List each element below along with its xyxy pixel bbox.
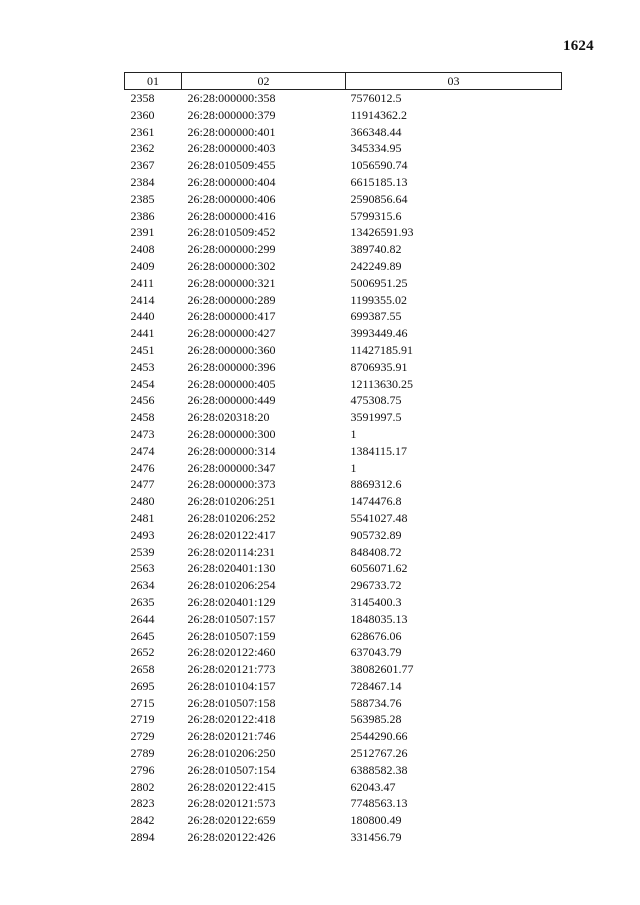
row-id-cell: 2384	[130, 174, 155, 189]
value-cell: 6388582.38	[350, 762, 408, 777]
value-cell: 2544290.66	[350, 729, 408, 744]
row-id-cell: 2414	[130, 292, 155, 307]
cadastral-number-cell: 26:28:000000:289	[187, 292, 276, 307]
value-cell: 11427185.91	[350, 342, 414, 357]
value-cell: 1	[350, 426, 357, 441]
row-id-cell: 2473	[130, 426, 155, 441]
value-cell: 1056590.74	[350, 158, 408, 173]
cadastral-number-cell: 26:28:020122:460	[187, 645, 276, 660]
row-id-cell: 2695	[130, 678, 155, 693]
value-cell: 180800.49	[350, 813, 402, 828]
cadastral-number-cell: 26:28:020122:418	[187, 712, 276, 727]
data-table-container	[124, 72, 561, 846]
value-cell: 728467.14	[350, 678, 402, 693]
table-row	[125, 342, 562, 359]
table-row	[125, 275, 562, 292]
row-id-cell: 2539	[130, 544, 155, 559]
table-header	[125, 73, 562, 90]
value-cell: 331456.79	[350, 830, 402, 845]
cadastral-number-cell: 26:28:020121:746	[187, 729, 276, 744]
value-cell: 7576012.5	[350, 91, 402, 105]
page-number: 1624	[563, 38, 594, 54]
table-row	[125, 628, 562, 645]
value-cell: 242249.89	[350, 258, 402, 273]
value-cell: 389740.82	[350, 242, 402, 257]
table-row	[125, 224, 562, 241]
row-id-cell: 2719	[130, 712, 155, 727]
row-id-cell: 2634	[130, 578, 155, 593]
table-row	[125, 325, 562, 342]
row-id-cell: 2456	[130, 393, 155, 408]
table-header-row	[125, 73, 562, 90]
cadastral-number-cell: 26:28:020122:415	[187, 779, 276, 794]
value-cell: 2512767.26	[350, 746, 408, 761]
cadastral-number-cell: 26:28:020318:20	[187, 410, 270, 425]
cadastral-number-cell: 26:28:000000:406	[187, 191, 276, 206]
value-cell: 3145400.3	[350, 594, 402, 609]
table-row	[125, 812, 562, 829]
data-table	[124, 72, 562, 846]
value-cell: 563985.28	[350, 712, 402, 727]
row-id-cell: 2481	[130, 510, 155, 525]
table-row	[125, 527, 562, 544]
column-header-01: 01	[125, 73, 182, 90]
row-id-cell: 2715	[130, 695, 155, 710]
table-row	[125, 174, 562, 191]
table-row	[125, 544, 562, 561]
cadastral-number-cell: 26:28:000000:347	[187, 460, 276, 475]
cadastral-number-cell: 26:28:010509:452	[187, 225, 276, 240]
table-row	[125, 308, 562, 325]
value-cell: 3591997.5	[350, 410, 402, 425]
row-id-cell: 2451	[130, 342, 155, 357]
row-id-cell: 2658	[130, 662, 155, 677]
row-id-cell: 2409	[130, 258, 155, 273]
value-cell: 366348.44	[350, 124, 402, 139]
table-row	[125, 258, 562, 275]
table-row	[125, 510, 562, 527]
row-id-cell: 2386	[130, 208, 155, 223]
value-cell: 848408.72	[350, 544, 402, 559]
row-id-cell: 2453	[130, 359, 155, 374]
column-header-02: 02	[182, 73, 346, 90]
table-row	[125, 678, 562, 695]
cadastral-number-cell: 26:28:000000:449	[187, 393, 276, 408]
table-row	[125, 191, 562, 208]
cadastral-number-cell: 26:28:000000:417	[187, 309, 276, 324]
value-cell: 2590856.64	[350, 191, 408, 206]
cadastral-number-cell: 26:28:020121:773	[187, 662, 276, 677]
row-id-cell: 2563	[130, 561, 155, 576]
value-cell: 699387.55	[350, 309, 402, 324]
value-cell: 11914362.2	[350, 107, 408, 122]
value-cell: 628676.06	[350, 628, 402, 643]
row-id-cell: 2644	[130, 611, 155, 626]
row-id-cell: 2645	[130, 628, 155, 643]
row-id-cell: 2796	[130, 762, 155, 777]
value-cell: 637043.79	[350, 645, 402, 660]
row-id-cell: 2474	[130, 443, 155, 458]
table-row	[125, 157, 562, 174]
cadastral-number-cell: 26:28:010206:251	[187, 494, 276, 509]
row-id-cell: 2454	[130, 376, 155, 391]
table-row	[125, 779, 562, 796]
table-row	[125, 644, 562, 661]
cadastral-number-cell: 26:28:000000:396	[187, 359, 276, 374]
value-cell: 13426591.93	[350, 225, 414, 240]
table-row	[125, 426, 562, 443]
table-row	[125, 795, 562, 812]
row-id-cell: 2635	[130, 594, 155, 609]
row-id-cell: 2477	[130, 477, 155, 492]
table-row	[125, 560, 562, 577]
cadastral-number-cell: 26:28:000000:314	[187, 443, 276, 458]
cadastral-number-cell: 26:28:000000:299	[187, 242, 276, 257]
row-id-cell: 2493	[130, 527, 155, 542]
cadastral-number-cell: 26:28:000000:427	[187, 326, 276, 341]
table-row	[125, 107, 562, 124]
row-id-cell: 2441	[130, 326, 155, 341]
row-id-cell: 2358	[130, 91, 155, 105]
row-id-cell: 2391	[130, 225, 155, 240]
value-cell: 5541027.48	[350, 510, 408, 525]
table-row	[125, 493, 562, 510]
table-row	[125, 409, 562, 426]
table-row	[125, 762, 562, 779]
table-row	[125, 140, 562, 157]
table-row	[125, 594, 562, 611]
table-row	[125, 661, 562, 678]
row-id-cell: 2361	[130, 124, 155, 139]
cadastral-number-cell: 26:28:020401:129	[187, 594, 276, 609]
table-row	[125, 695, 562, 712]
cadastral-number-cell: 26:28:000000:404	[187, 174, 276, 189]
value-cell: 1848035.13	[350, 611, 408, 626]
value-cell: 1	[350, 460, 357, 475]
row-id-cell: 2411	[130, 275, 155, 290]
table-row	[125, 460, 562, 477]
cadastral-number-cell: 26:28:010507:157	[187, 611, 276, 626]
value-cell: 345334.95	[350, 141, 402, 156]
value-cell: 8869312.6	[350, 477, 402, 492]
row-id-cell: 2802	[130, 779, 155, 794]
cadastral-number-cell: 26:28:020122:426	[187, 830, 276, 845]
table-row	[125, 208, 562, 225]
table-row	[125, 745, 562, 762]
cadastral-number-cell: 26:28:010509:455	[187, 158, 276, 173]
table-row	[125, 829, 562, 846]
cadastral-number-cell: 26:28:010104:157	[187, 678, 276, 693]
value-cell: 7748563.13	[350, 796, 408, 811]
table-row	[125, 476, 562, 493]
cadastral-number-cell: 26:28:020121:573	[187, 796, 276, 811]
table-row	[125, 443, 562, 460]
value-cell: 5799315.6	[350, 208, 402, 223]
table-row	[125, 577, 562, 594]
column-header-03: 03	[346, 73, 562, 90]
table-row	[125, 376, 562, 393]
value-cell: 6056071.62	[350, 561, 408, 576]
value-cell: 1384115.17	[350, 443, 408, 458]
value-cell: 62043.47	[350, 779, 396, 794]
cadastral-number-cell: 26:28:020122:417	[187, 527, 276, 542]
cadastral-number-cell: 26:28:000000:302	[187, 258, 276, 273]
cadastral-number-cell: 26:28:000000:379	[187, 107, 276, 122]
table-row	[125, 711, 562, 728]
cadastral-number-cell: 26:28:000000:373	[187, 477, 276, 492]
cadastral-number-cell: 26:28:010206:252	[187, 510, 276, 525]
row-id-cell: 2440	[130, 309, 155, 324]
row-id-cell: 2842	[130, 813, 155, 828]
table-row	[125, 359, 562, 376]
value-cell: 12113630.25	[350, 376, 414, 391]
cadastral-number-cell: 26:28:020114:231	[187, 544, 276, 559]
value-cell: 3993449.46	[350, 326, 408, 341]
value-cell: 8706935.91	[350, 359, 408, 374]
row-id-cell: 2476	[130, 460, 155, 475]
cadastral-number-cell: 26:28:010507:158	[187, 695, 276, 710]
table-row	[125, 90, 562, 107]
value-cell: 1199355.02	[350, 292, 408, 307]
row-id-cell: 2652	[130, 645, 155, 660]
value-cell: 1474476.8	[350, 494, 402, 509]
row-id-cell: 2729	[130, 729, 155, 744]
row-id-cell: 2789	[130, 746, 155, 761]
cadastral-number-cell: 26:28:000000:405	[187, 376, 276, 391]
cadastral-number-cell: 26:28:020401:130	[187, 561, 276, 576]
table-row	[125, 292, 562, 309]
cadastral-number-cell: 26:28:000000:358	[187, 91, 276, 105]
value-cell: 38082601.77	[350, 662, 414, 677]
row-id-cell: 2894	[130, 830, 155, 845]
row-id-cell: 2408	[130, 242, 155, 257]
value-cell: 588734.76	[350, 695, 402, 710]
row-id-cell: 2367	[130, 158, 155, 173]
row-id-cell: 2823	[130, 796, 155, 811]
value-cell: 296733.72	[350, 578, 402, 593]
table-row	[125, 728, 562, 745]
cadastral-number-cell: 26:28:010206:254	[187, 578, 276, 593]
cadastral-number-cell: 26:28:010507:154	[187, 762, 276, 777]
row-id-cell: 2385	[130, 191, 155, 206]
cadastral-number-cell: 26:28:020122:659	[187, 813, 276, 828]
cadastral-number-cell: 26:28:000000:401	[187, 124, 276, 139]
cadastral-number-cell: 26:28:000000:403	[187, 141, 276, 156]
value-cell: 6615185.13	[350, 174, 408, 189]
row-id-cell: 2360	[130, 107, 155, 122]
cadastral-number-cell: 26:28:000000:321	[187, 275, 276, 290]
cadastral-number-cell: 26:28:000000:300	[187, 426, 276, 441]
value-cell: 5006951.25	[350, 275, 408, 290]
table-body	[125, 90, 562, 846]
table-row	[125, 611, 562, 628]
table-row	[125, 241, 562, 258]
cadastral-number-cell: 26:28:000000:416	[187, 208, 276, 223]
cadastral-number-cell: 26:28:000000:360	[187, 342, 276, 357]
table-row	[125, 392, 562, 409]
cadastral-number-cell: 26:28:010507:159	[187, 628, 276, 643]
row-id-cell: 2362	[130, 141, 155, 156]
row-id-cell: 2458	[130, 410, 155, 425]
table-row	[125, 124, 562, 141]
value-cell: 905732.89	[350, 527, 402, 542]
row-id-cell: 2480	[130, 494, 155, 509]
cadastral-number-cell: 26:28:010206:250	[187, 746, 276, 761]
value-cell: 475308.75	[350, 393, 402, 408]
